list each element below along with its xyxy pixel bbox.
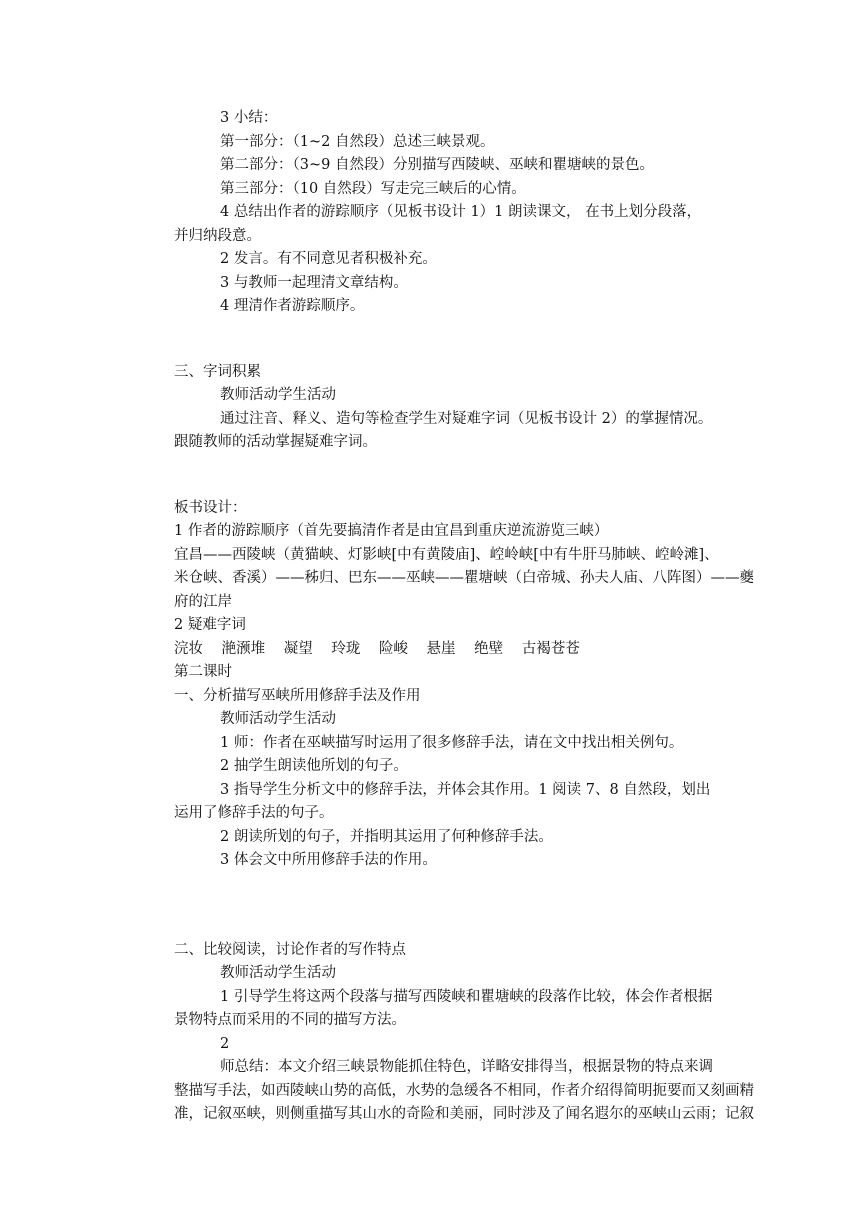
teacher-activity-3: 3 指导学生分析文中的修辞手法，并体会其作用。1 阅读 7、8 自然段，划出 — [220, 782, 711, 798]
board-design-item-1: 1 作者的游踪顺序（首先要搞清作者是由宜昌到重庆逆流游览三峡） — [174, 523, 609, 539]
route-line-2: 米仓峡、香溪）——秭归、巴东——巫峡——瞿塘峡（白帝城、孙夫人庙、八阵图）——夔 — [174, 570, 754, 586]
activity-label: 教师活动学生活动 — [220, 387, 336, 403]
route-line-1: 宜昌——西陵峡（黄猫峡、灯影峡[中有黄陵庙]、崆岭峡[中有牛肝马肺峡、崆岭滩]、 — [174, 547, 719, 563]
summary-part-1: 第一部分：（1~2 自然段）总述三峡景观。 — [220, 134, 495, 150]
teacher-summary-cont-1: 整描写手法，如西陵峡山势的高低，水势的急缓各不相同，作者介绍得简明扼要而又刻画精 — [174, 1083, 754, 1099]
comparison-activity-1-cont: 景物特点而采用的不同的描写方法。 — [174, 1012, 406, 1028]
activity-label: 教师活动学生活动 — [220, 965, 336, 981]
word: 古褐苍苍 — [521, 641, 580, 657]
vocabulary-text: 通过注音、释义、造句等检查学生对疑难字词（见板书设计 2）的掌握情况。 — [220, 411, 713, 427]
board-design-item-2: 2 疑难字词 — [174, 617, 246, 633]
student-activity-4: 4 理清作者游踪顺序。 — [220, 298, 365, 314]
student-activity-3: 3 与教师一起理清文章结构。 — [220, 275, 408, 291]
student-activity-2: 2 发言。有不同意见者积极补充。 — [220, 251, 437, 267]
comparison-activity-2: 2 — [220, 1036, 230, 1052]
activity-label: 教师活动学生活动 — [220, 711, 336, 727]
teacher-summary-cont-2: 准，记叙巫峡，则侧重描写其山水的奇险和美丽，同时涉及了闻名遐尔的巫峡山云雨；记叙 — [174, 1106, 754, 1122]
word: 玲珑 — [331, 641, 361, 657]
word: 浣妆 — [174, 641, 203, 657]
comparison-activity-1: 1 引导学生将这两个段落与描写西陵峡和瞿塘峡的段落作比较，体会作者根据 — [220, 989, 713, 1005]
word: 滟滪堆 — [221, 641, 266, 657]
route-line-3: 府的江岸 — [174, 594, 232, 610]
vocabulary-words — [174, 638, 594, 662]
summary-point-4-cont: 并归纳段意。 — [174, 228, 261, 244]
section-heading-rhetoric: 一、分析描写巫峡所用修辞手法及作用 — [174, 688, 421, 704]
section-heading-vocabulary: 三、字词积累 — [174, 364, 261, 380]
summary-point-4: 4 总结出作者的游踪顺序（见板书设计 1）1 朗读课文， 在书上划分段落， — [220, 204, 702, 220]
teacher-activity-2: 2 抽学生朗读他所划的句子。 — [220, 758, 408, 774]
summary-part-2: 第二部分：（3~9 自然段）分别描写西陵峡、巫峡和瞿塘峡的景色。 — [220, 157, 654, 173]
teacher-activity-3-cont: 运用了修辞手法的句子。 — [174, 805, 334, 821]
summary-part-3: 第三部分：（10 自然段）写走完三峡后的心情。 — [220, 181, 526, 197]
word: 绝壁 — [474, 641, 504, 657]
summary-heading: 3 小结： — [220, 110, 278, 126]
vocabulary-text-cont: 跟随教师的活动掌握疑难字词。 — [174, 434, 377, 450]
word: 凝望 — [283, 641, 313, 657]
student-activity-rhetoric-3: 3 体会文中所用修辞手法的作用。 — [220, 852, 437, 868]
board-design-heading: 板书设计： — [174, 500, 247, 516]
word: 悬崖 — [426, 641, 456, 657]
teacher-summary: 师总结：本文介绍三峡景物能抓住特色，详略安排得当，根据景物的特点来调 — [220, 1059, 713, 1075]
student-activity-rhetoric-2: 2 朗读所划的句子，并指明其运用了何种修辞手法。 — [220, 829, 553, 845]
lesson-two-heading: 第二课时 — [174, 664, 232, 680]
teacher-activity-1: 1 师：作者在巫峡描写时运用了很多修辞手法，请在文中找出相关例句。 — [220, 735, 684, 751]
word: 险峻 — [378, 641, 408, 657]
section-heading-comparison: 二、比较阅读，讨论作者的写作特点 — [174, 942, 406, 958]
